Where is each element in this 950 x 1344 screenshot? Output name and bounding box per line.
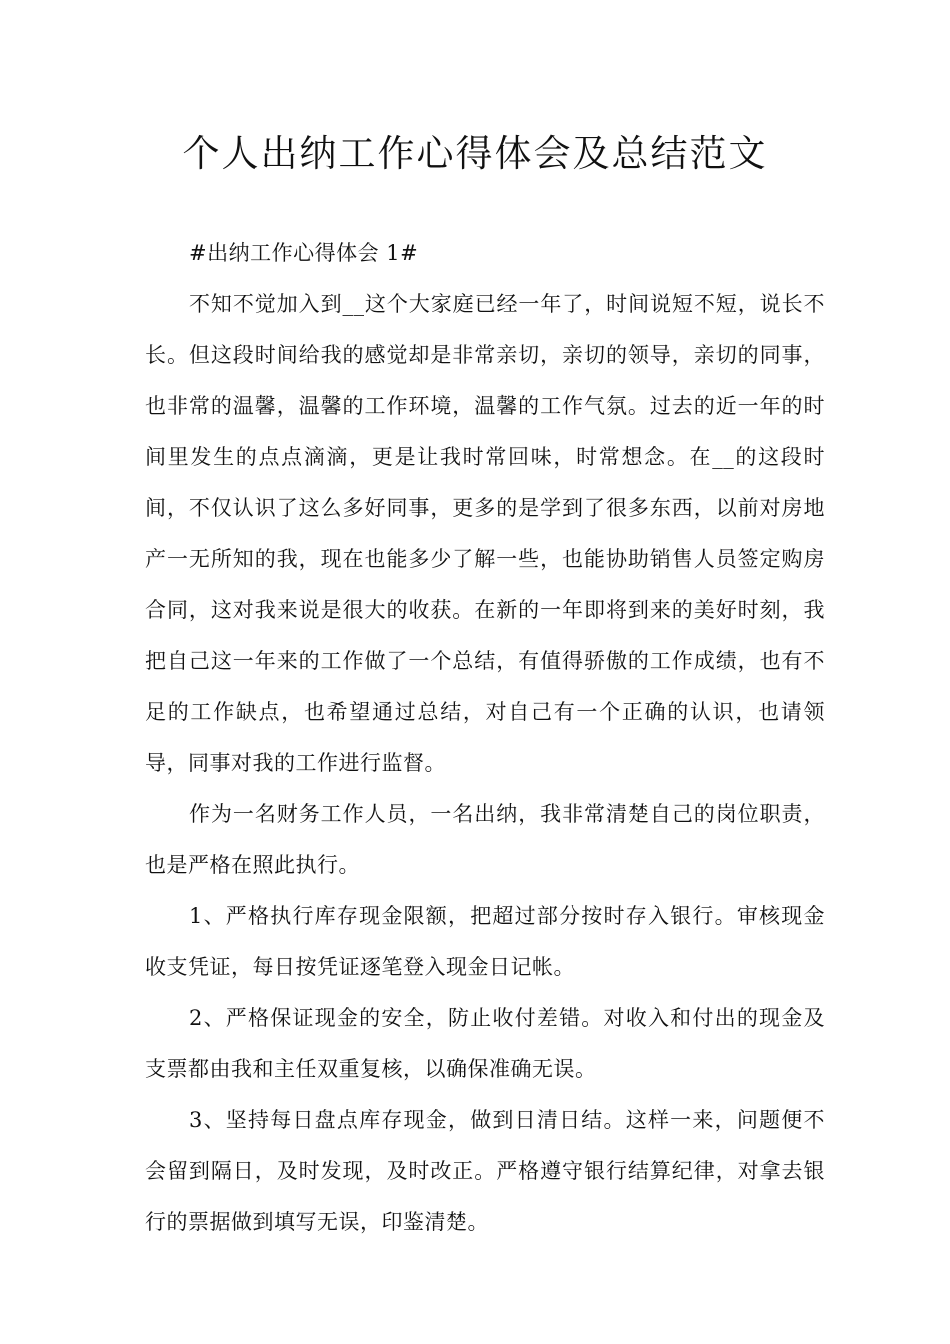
section-heading: #出纳工作心得体会 1# [189,241,419,265]
document-body [145,228,825,1248]
paragraph-intro: 不知不觉加入到__这个大家庭已经一年了，时间说短不短，说长不长。但这段时间给我的感觉却是非常亲切，亲切的领导，亲切的同事，也非常的温馨，温馨的工作环境，温馨的工作气氛。过去的近一年的时间里发生的点点滴滴，更是让我时常回味，时常想念。在__的这段时间，不仅认识了这么多好同事，更多的是学到了很多东西，以前对房地产一无所知的我，现在也能多少了解一些，也能协助销售人员签定购房合同，这对我来说是很大的收获。在新的一年即将到来的美好时刻，我把自己这一年来的工作做了一个总结，有值得骄傲的工作成绩，也有不足的工作缺点，也希望通过总结，对自己有一个正确的认识，也请领导，同事对我的工作进行监督。 [145,292,825,775]
paragraph-duties: 作为一名财务工作人员，一名出纳，我非常清楚自己的岗位职责，也是严格在照此执行。 [145,802,825,877]
paragraph-item-1: 1、严格执行库存现金限额，把超过部分按时存入银行。审核现金收支凭证，每日按凭证逐笔登入现金日记帐。 [145,904,825,979]
document-title: 个人出纳工作心得体会及总结范文 [182,132,768,175]
paragraph-item-2: 2、严格保证现金的安全，防止收付差错。对收入和付出的现金及支票都由我和主任双重复核，以确保准确无误。 [145,1006,825,1081]
paragraph-item-3: 3、坚持每日盘点库存现金，做到日清日结。这样一来，问题便不会留到隔日，及时发现，及时改正。严格遵守银行结算纪律，对拿去银行的票据做到填写无误，印鉴清楚。 [145,1108,825,1234]
